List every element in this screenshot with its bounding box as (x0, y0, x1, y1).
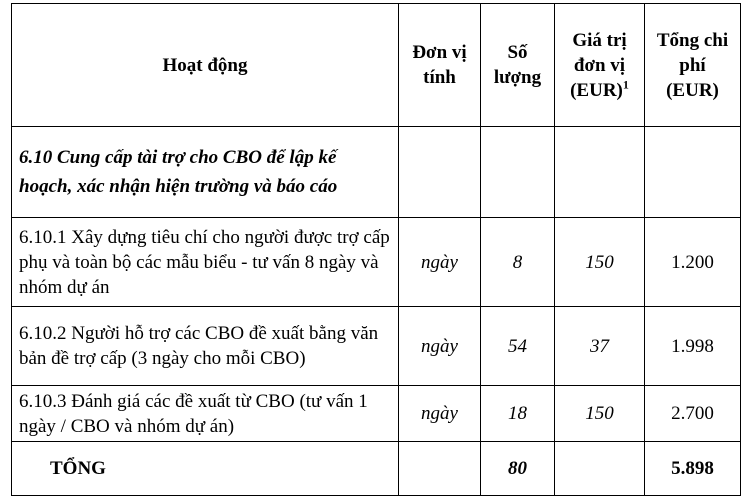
header-unit-value-text: Giá trị đơn vị (EUR) (570, 29, 627, 101)
table-row (12, 386, 741, 442)
total-cell: 2.700 (645, 386, 741, 442)
unit-cell: ngày (399, 386, 481, 442)
total-row (12, 442, 741, 496)
table-row (12, 307, 741, 386)
header-unit: Đơn vị tính (399, 4, 481, 127)
header-total-cost: Tổng chi phí (EUR) (645, 4, 741, 127)
quantity-cell: 54 (481, 307, 555, 386)
empty-cell (481, 127, 555, 218)
header-quantity: Số lượng (481, 4, 555, 127)
empty-cell (555, 442, 645, 496)
unit-value-cell: 150 (555, 386, 645, 442)
footnote-marker: 1 (622, 77, 629, 92)
empty-cell (399, 127, 481, 218)
header-activity: Hoạt động (12, 4, 399, 127)
section-row (12, 127, 741, 218)
header-unit-value (555, 4, 645, 127)
empty-cell (645, 127, 741, 218)
empty-cell (399, 442, 481, 496)
total-quantity: 80 (481, 442, 555, 496)
cost-table (11, 3, 741, 496)
table-row (12, 218, 741, 307)
unit-cell: ngày (399, 218, 481, 307)
quantity-cell: 8 (481, 218, 555, 307)
unit-cell: ngày (399, 307, 481, 386)
empty-cell (555, 127, 645, 218)
unit-value-cell: 150 (555, 218, 645, 307)
unit-value-cell: 37 (555, 307, 645, 386)
activity-cell: 6.10.1 Xây dựng tiêu chí cho người được trợ cấp phụ và toàn bộ các mẫu biểu - tư vấn 8 ngày và nhóm dự án (12, 218, 399, 307)
total-label: TỔNG (12, 442, 399, 496)
activity-cell: 6.10.2 Người hỗ trợ các CBO đề xuất bằng văn bản đề trợ cấp (3 ngày cho mỗi CBO) (12, 307, 399, 386)
total-cell: 1.200 (645, 218, 741, 307)
header-row (12, 4, 741, 127)
activity-cell: 6.10.3 Đánh giá các đề xuất từ CBO (tư vấn 1 ngày / CBO và nhóm dự án) (12, 386, 399, 442)
quantity-cell: 18 (481, 386, 555, 442)
section-title: 6.10 Cung cấp tài trợ cho CBO để lập kế hoạch, xác nhận hiện trường và báo cáo (12, 127, 399, 218)
total-cell: 1.998 (645, 307, 741, 386)
grand-total: 5.898 (645, 442, 741, 496)
